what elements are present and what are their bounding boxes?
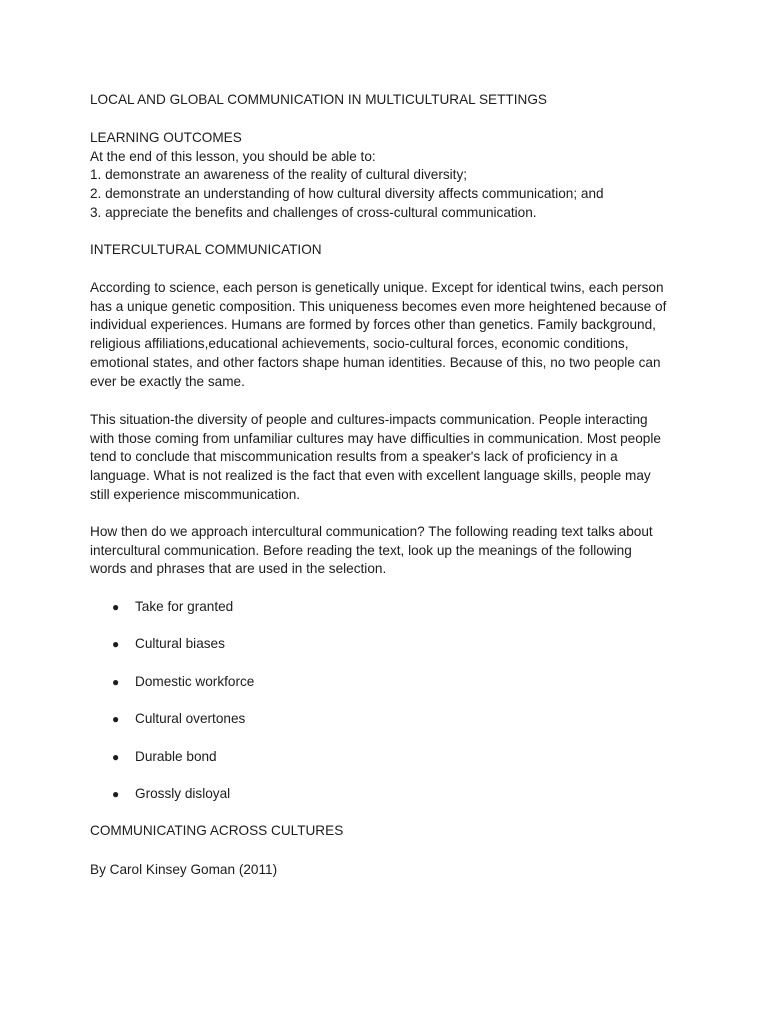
bullet-icon: ● — [112, 637, 120, 651]
byline: By Carol Kinsey Goman (2011) — [90, 862, 278, 877]
reading-title: COMMUNICATING ACROSS CULTURES — [90, 823, 344, 838]
bullet-icon: ● — [112, 712, 120, 726]
document-page: LOCAL AND GLOBAL COMMUNICATION IN MULTICULTURAL SETTINGS LEARNING OUTCOMES At the end of this lesson, you should be able to: 1. demonstrate an awareness of the reality of cultural diversity; 2. demonstrate an understanding of how cultural diversity affects communication; and 3. appreciate the benefits and challenges of cross-cultural communication. INTERCULTURAL COMMUNICATION According to science, each person is genetically unique. Except for identical twins, each person has a unique genetic composition. This uniqueness becomes even more heightened because of individual experiences. Humans are formed by forces other than genetics. Family background, religious affiliations,educational achievements, socio-cultural forces, economic conditions, emotional states, and other factors shape human identities. Because of this, no two people can ever be exactly the same. This situation-the diversity of people and cultures-impacts communication. People interacting with those coming from unfamiliar cultures may have difficulties in communication. Most people tend to conclude that miscommunication results from a speaker's lack of proficiency in a language. What is not realized is the fact that even with excellent language skills, people may still experience miscommunication. How then do we approach intercultural communication? The following reading text talks about intercultural communication. Before reading the text, look up the meanings of the following words and phrases that are used in the selection. ● Take for granted ● Cultural biases ● Domestic workforce ● Cultural overtones ● Durable bond ● Grossly disloyal COMMUNICATING ACROSS CULTURES By Carol Kinsey Goman (2011) — [0, 0, 768, 1024]
outcome-item: 2. demonstrate an understanding of how cultural diversity affects communication; and — [90, 186, 604, 202]
outcome-item: 3. appreciate the benefits and challenges of cross-cultural communication. — [90, 204, 537, 220]
document-title: LOCAL AND GLOBAL COMMUNICATION IN MULTICULTURAL SETTINGS — [90, 92, 547, 107]
outcomes-heading: LEARNING OUTCOMES — [90, 130, 242, 145]
bullet-icon: ● — [112, 787, 120, 801]
bullet-icon: ● — [112, 675, 120, 689]
outcome-item: 1. demonstrate an awareness of the reality of cultural diversity; — [90, 167, 468, 183]
bullet-icon: ● — [112, 600, 120, 614]
section-heading: INTERCULTURAL COMMUNICATION — [90, 242, 322, 257]
paragraph-diversity-impact: This situation-the diversity of people and cultures-impacts communication. People interacting with those coming from unfamiliar cultures may have difficulties in communication. Most people tend to conclude that miscommunication results from a speaker's lack of proficiency in a language. What is not realized is the fact that even with excellent language skills, people may still experience miscommunication. — [90, 412, 661, 502]
paragraph-approach: How then do we approach intercultural communication? The following reading text talks about intercultural communication. Before reading the text, look up the meanings of the following words and phrases that are used in the selection. — [90, 524, 653, 577]
bullet-icon: ● — [112, 750, 120, 764]
learning-outcomes — [90, 129, 690, 223]
outcomes-intro: At the end of this lesson, you should be able to: — [90, 148, 376, 164]
paragraph-genetic-uniqueness: According to science, each person is genetically unique. Except for identical twins, each person has a unique genetic composition. This uniqueness becomes even more heightened because of individual experiences. Humans are formed by forces other than genetics. Family background, religious affiliations,educational achievements, socio-cultural forces, economic conditions, emotional states, and other factors shape human identities. Because of this, no two people can ever be exactly the same. — [90, 280, 667, 389]
